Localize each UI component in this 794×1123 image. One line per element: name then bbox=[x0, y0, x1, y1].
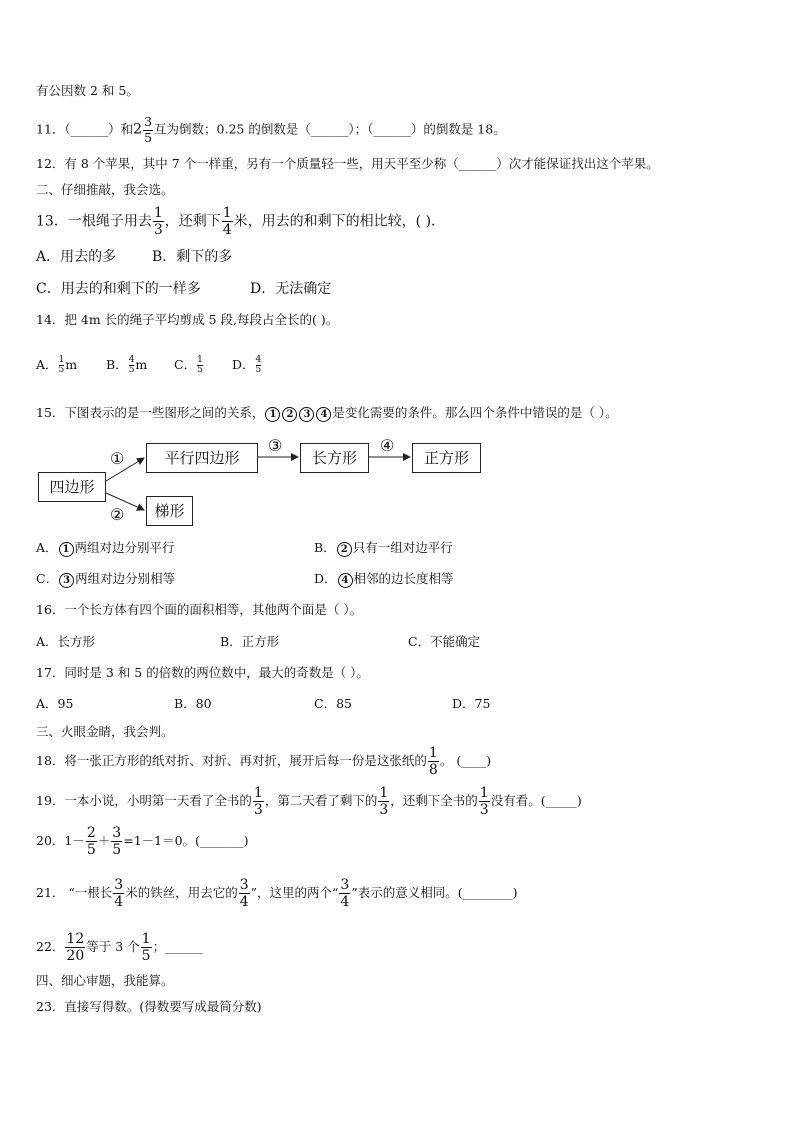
q14a-label: A． bbox=[36, 357, 58, 372]
q15a-letter: A． bbox=[36, 540, 58, 555]
q14a-unit: m bbox=[65, 357, 78, 372]
question-22 bbox=[36, 932, 203, 963]
q20-f2-num: 3 bbox=[112, 825, 122, 841]
q19-fraction-1 bbox=[253, 786, 264, 817]
q20-text-b: =1－1＝0。(_______) bbox=[123, 833, 249, 848]
question-14: 14．把 4m 长的绳子平均剪成 5 段,每段占全长的( )。 bbox=[36, 312, 339, 327]
question-20 bbox=[36, 826, 249, 857]
q19-text-b: ，第二天看了剩下的 bbox=[264, 793, 378, 808]
rectangle-box: 长方形 bbox=[300, 443, 369, 473]
q19-f1-den: 3 bbox=[253, 802, 263, 818]
q15a-text: 两组对边分别平行 bbox=[74, 540, 175, 555]
q15d-letter: D． bbox=[314, 571, 337, 586]
q15b-letter: B． bbox=[314, 540, 336, 555]
q22-text-c: ；______ bbox=[152, 939, 203, 954]
q21-f2-num: 3 bbox=[239, 877, 249, 893]
q15d-text: 相邻的边长度相等 bbox=[353, 571, 454, 586]
q22-f2-den: 5 bbox=[141, 948, 151, 964]
line-0: 有公因数 2 和 5。 bbox=[36, 83, 139, 98]
q13-text-c: 米，用去的和剩下的相比较，( )． bbox=[233, 213, 446, 230]
q15-option-c bbox=[36, 573, 175, 588]
q21-f1-den: 4 bbox=[114, 894, 124, 910]
q15c-letter: C． bbox=[36, 571, 59, 586]
q14c-label: C． bbox=[174, 357, 197, 372]
q15-option-a bbox=[36, 542, 175, 557]
q20-text-a: 20．1－ bbox=[36, 833, 85, 848]
q13-text-a: 13．一根绳子用去 bbox=[36, 213, 152, 230]
q19-f3-num: 1 bbox=[479, 785, 489, 801]
q16-option-c: C．不能确定 bbox=[408, 634, 481, 649]
marker-4: 4 bbox=[316, 407, 331, 422]
q22-fraction-1 bbox=[65, 932, 85, 963]
q19-text-a: 19．一本小说，小明第一天看了全书的 bbox=[36, 793, 252, 808]
marker-1: 1 bbox=[265, 407, 280, 422]
q11-text-b: 互为倒数；0.25 的倒数是（______）；（______）的倒数是 18。 bbox=[154, 121, 506, 137]
q14c-num: 1 bbox=[197, 355, 203, 365]
q20-fraction-1 bbox=[86, 826, 97, 857]
q15-option-d bbox=[314, 573, 454, 588]
q22-fraction-2 bbox=[141, 932, 152, 963]
q14b-den: 5 bbox=[128, 365, 135, 375]
q19-f2-num: 1 bbox=[379, 785, 389, 801]
q11-num: 3 bbox=[144, 114, 153, 129]
q14c-den: 5 bbox=[197, 365, 203, 375]
q21-fraction-2 bbox=[239, 878, 250, 909]
q17-option-c: C．85 bbox=[314, 696, 352, 711]
q11-whole: 2 bbox=[133, 121, 143, 138]
square-box: 正方形 bbox=[412, 443, 481, 473]
q14d-den: 5 bbox=[255, 365, 262, 375]
q21-text-c: ”，这里的两个“ bbox=[250, 885, 339, 900]
marker-2: 2 bbox=[282, 407, 297, 422]
q17-option-d: D．75 bbox=[452, 696, 491, 711]
q19-text-d: 没有看。(_____) bbox=[490, 793, 582, 808]
q18-text-a: 18．将一张正方形的纸对折、对折、再对折，展开后每一份是这张纸的 bbox=[36, 753, 427, 768]
q14d-label: D． bbox=[232, 357, 255, 372]
q13-f2-den: 4 bbox=[222, 222, 232, 238]
q20-fraction-2 bbox=[111, 826, 122, 857]
q13-f1-num: 1 bbox=[153, 205, 163, 221]
question-18 bbox=[36, 746, 491, 777]
q13-option-d: D．无法确定 bbox=[250, 281, 332, 297]
section-2-heading: 二、仔细推敲，我会选。 bbox=[36, 182, 174, 197]
question-12: 12．有 8 个苹果，其中 7 个一样重，另有一个质量轻一些，用天平至少称（______）次才能保证找出这个苹果。 bbox=[36, 156, 659, 171]
condition-1-label: ① bbox=[110, 449, 125, 468]
q21-fraction-1 bbox=[113, 878, 124, 909]
q11-den: 5 bbox=[144, 129, 153, 145]
section-4-heading: 四、细心审题，我能算。 bbox=[36, 973, 174, 988]
q21-text-b: 米的铁丝，用去它的 bbox=[125, 885, 238, 900]
q22-text-b: 等于 3 个 bbox=[86, 939, 140, 954]
q16-option-a: A．长方形 bbox=[36, 634, 96, 649]
q21-text-d: ”表示的意义相同。(________) bbox=[351, 885, 518, 900]
question-17: 17．同时是 3 和 5 的倍数的两位数中，最大的奇数是（ ）。 bbox=[36, 665, 369, 680]
q21-fraction-3 bbox=[339, 878, 350, 909]
q19-f2-den: 3 bbox=[379, 802, 389, 818]
q18-fraction bbox=[428, 746, 439, 777]
q13-option-a: A．用去的多 bbox=[36, 249, 117, 265]
q15b-marker: 2 bbox=[337, 542, 352, 557]
q18-num: 1 bbox=[428, 745, 438, 761]
q20-f1-num: 2 bbox=[86, 825, 96, 841]
q13-f1-den: 3 bbox=[153, 222, 163, 238]
q14a-num: 1 bbox=[58, 355, 65, 365]
q15c-marker: 3 bbox=[59, 573, 74, 588]
q19-f1-num: 1 bbox=[253, 785, 263, 801]
q13-text-b: ，还剩下 bbox=[164, 213, 221, 230]
quadrilateral-box: 四边形 bbox=[38, 472, 106, 502]
q14b-unit: m bbox=[135, 357, 148, 372]
question-21 bbox=[36, 878, 518, 909]
q22-text-a: 22． bbox=[36, 939, 65, 954]
question-23: 23．直接写得数。(得数要写成最简分数) bbox=[36, 999, 262, 1014]
q21-f1-num: 3 bbox=[114, 877, 124, 893]
q22-f1-den: 20 bbox=[66, 948, 85, 964]
q13-option-c: C．用去的和剩下的一样多 bbox=[36, 281, 201, 297]
section-3-heading: 三、火眼金睛，我会判。 bbox=[36, 724, 174, 739]
q19-fraction-2 bbox=[378, 786, 389, 817]
q15-option-b bbox=[314, 542, 453, 557]
q20-f1-den: 5 bbox=[86, 842, 96, 858]
q14d-num: 4 bbox=[255, 355, 262, 365]
q17-option-a: A．95 bbox=[36, 696, 74, 711]
q18-den: 8 bbox=[428, 762, 438, 778]
q15a-marker: 1 bbox=[59, 542, 74, 557]
q18-text-b: 。 (____) bbox=[439, 753, 492, 768]
q15-text-b: 是变化需要的条件。那么四个条件中错误的是（ ）。 bbox=[332, 405, 618, 420]
q13-f2-num: 1 bbox=[222, 205, 232, 221]
q21-f3-num: 3 bbox=[340, 877, 350, 893]
condition-4-label: ④ bbox=[380, 436, 395, 455]
q16-option-b: B．正方形 bbox=[220, 634, 280, 649]
question-19 bbox=[36, 786, 582, 817]
q21-text-a: 21． “一根长 bbox=[36, 885, 113, 900]
q19-fraction-3 bbox=[479, 786, 490, 817]
q21-f3-den: 4 bbox=[340, 894, 350, 910]
q14a-den: 5 bbox=[58, 365, 65, 375]
q17-option-b: B．80 bbox=[174, 696, 212, 711]
q11-text-a: 11．（______）和 bbox=[36, 121, 134, 137]
q14b-label: B． bbox=[106, 357, 128, 372]
q19-text-c: ，还剩下全书的 bbox=[390, 793, 478, 808]
condition-3-label: ③ bbox=[268, 436, 283, 455]
q15b-text: 只有一组对边平行 bbox=[352, 540, 453, 555]
q20-f2-den: 5 bbox=[112, 842, 122, 858]
q19-f3-den: 3 bbox=[479, 802, 489, 818]
q22-f2-num: 1 bbox=[141, 931, 151, 947]
parallelogram-box: 平行四边形 bbox=[146, 443, 258, 473]
marker-3: 3 bbox=[299, 407, 314, 422]
q13-option-b: B．剩下的多 bbox=[152, 249, 233, 265]
q15d-marker: 4 bbox=[338, 573, 353, 588]
q22-f1-num: 12 bbox=[66, 931, 85, 947]
question-16: 16．一个长方体有四个面的面积相等，其他两个面是（ ）。 bbox=[36, 602, 363, 617]
q20-plus: ＋ bbox=[97, 833, 111, 848]
condition-2-label: ② bbox=[110, 505, 125, 524]
trapezoid-box: 梯形 bbox=[146, 496, 193, 526]
q14b-num: 4 bbox=[128, 355, 135, 365]
q21-f2-den: 4 bbox=[239, 894, 249, 910]
q15-text-a: 15．下图表示的是一些图形之间的关系， bbox=[36, 405, 265, 420]
q15c-text: 两组对边分别相等 bbox=[75, 571, 176, 586]
